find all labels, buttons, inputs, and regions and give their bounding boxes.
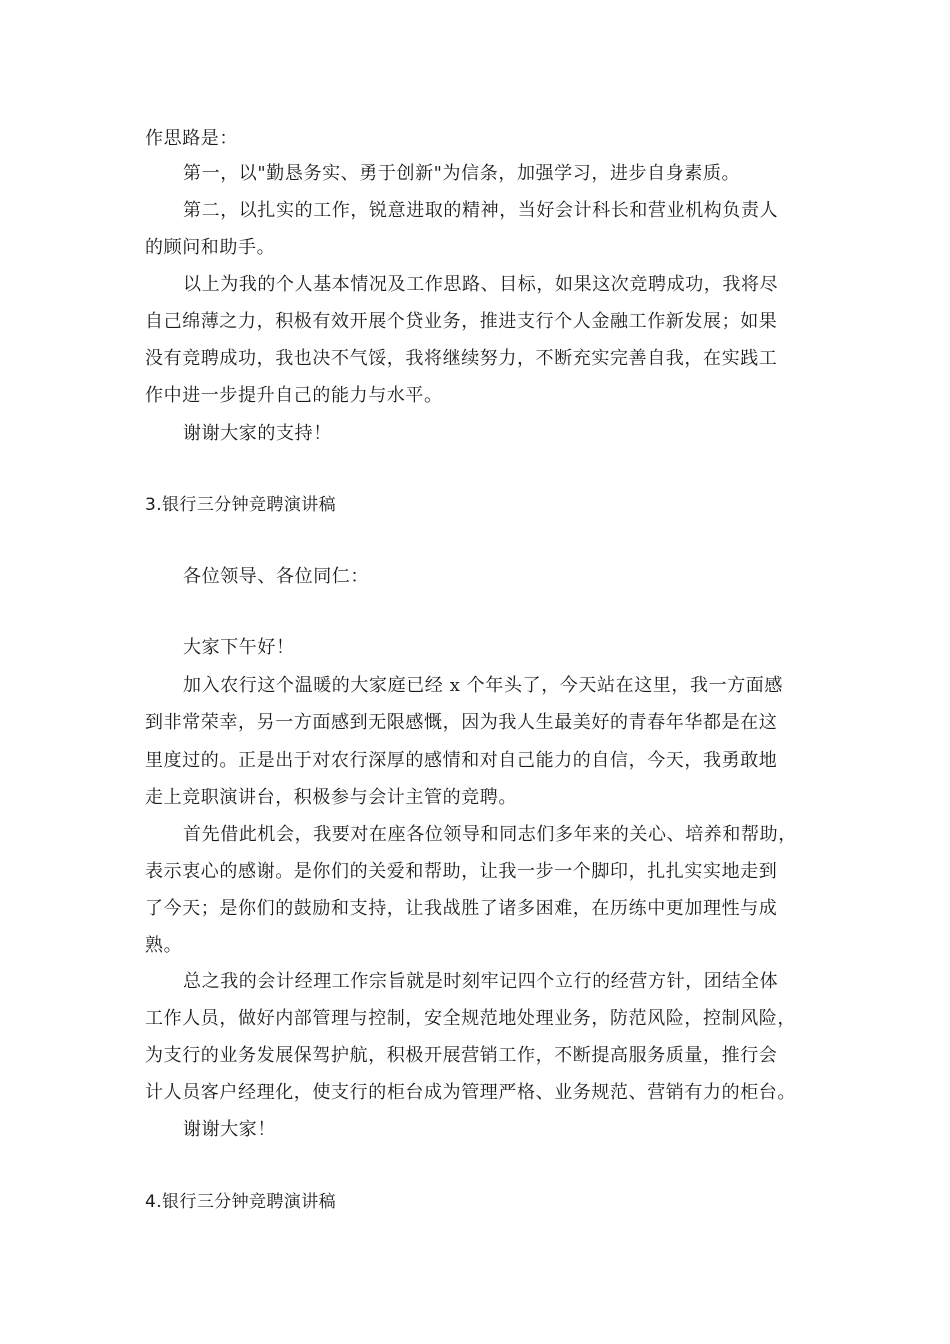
text-line: 作中进一步提升自己的能力与水平。 <box>145 385 443 406</box>
text-line: 表示衷心的感谢。是你们的关爱和帮助，让我一步一个脚印，扎扎实实地走到 <box>145 861 778 882</box>
text-line: 第一，以"勤恳务实、勇于创新"为信条，加强学习，进步自身素质。 <box>183 163 741 184</box>
text-line: 工作人员，做好内部管理与控制，安全规范地处理业务，防范风险，控制风险， <box>145 1008 796 1029</box>
text-line: 为支行的业务发展保驾护航，积极开展营销工作，不断提高服务质量，推行会 <box>145 1045 778 1066</box>
text-line: 谢谢大家的支持！ <box>183 423 332 444</box>
text-line: 首先借此机会，我要对在座各位领导和同志们多年来的关心、培养和帮助， <box>183 824 797 845</box>
section-heading: 4.银行三分钟竞聘演讲稿 <box>145 1192 337 1212</box>
text-line: 第二，以扎实的工作，锐意进取的精神，当好会计科长和营业机构负责人 <box>183 200 779 221</box>
closing-thanks: 谢谢大家！ <box>183 1119 276 1140</box>
text-line: 没有竞聘成功，我也决不气馁，我将继续努力，不断充实完善自我，在实践工 <box>145 348 778 369</box>
text-line: 到非常荣幸，另一方面感到无限感慨，因为我人生最美好的青春年华都是在这 <box>145 712 778 733</box>
text-line: 了今天；是你们的鼓励和支持，让我战胜了诸多困难，在历练中更加理性与成 <box>145 898 778 919</box>
greeting: 大家下午好！ <box>183 637 295 658</box>
section-heading: 3.银行三分钟竞聘演讲稿 <box>145 495 337 515</box>
salutation: 各位领导、各位同仁： <box>183 566 369 587</box>
text-line: 走上竞职演讲台，积极参与会计主管的竞聘。 <box>145 787 517 808</box>
text-line: 总之我的会计经理工作宗旨就是时刻牢记四个立行的经营方针，团结全体 <box>183 971 779 992</box>
text-line: 加入农行这个温暖的大家庭已经 x 个年头了，今天站在这里，我一方面感 <box>183 675 783 696</box>
text-line: 里度过的。正是出于对农行深厚的感情和对自己能力的自信，今天，我勇敢地 <box>145 750 778 771</box>
text-line: 作思路是： <box>145 128 238 149</box>
text-line: 的顾问和助手。 <box>145 237 276 258</box>
text-line: 自己绵薄之力，积极有效开展个贷业务，推进支行个人金融工作新发展；如果 <box>145 311 778 332</box>
text-line: 以上为我的个人基本情况及工作思路、目标，如果这次竞聘成功，我将尽 <box>183 274 779 295</box>
text-line: 计人员客户经理化，使支行的柜台成为管理严格、业务规范、营销有力的柜台。 <box>145 1082 796 1103</box>
text-line: 熟。 <box>145 935 183 956</box>
